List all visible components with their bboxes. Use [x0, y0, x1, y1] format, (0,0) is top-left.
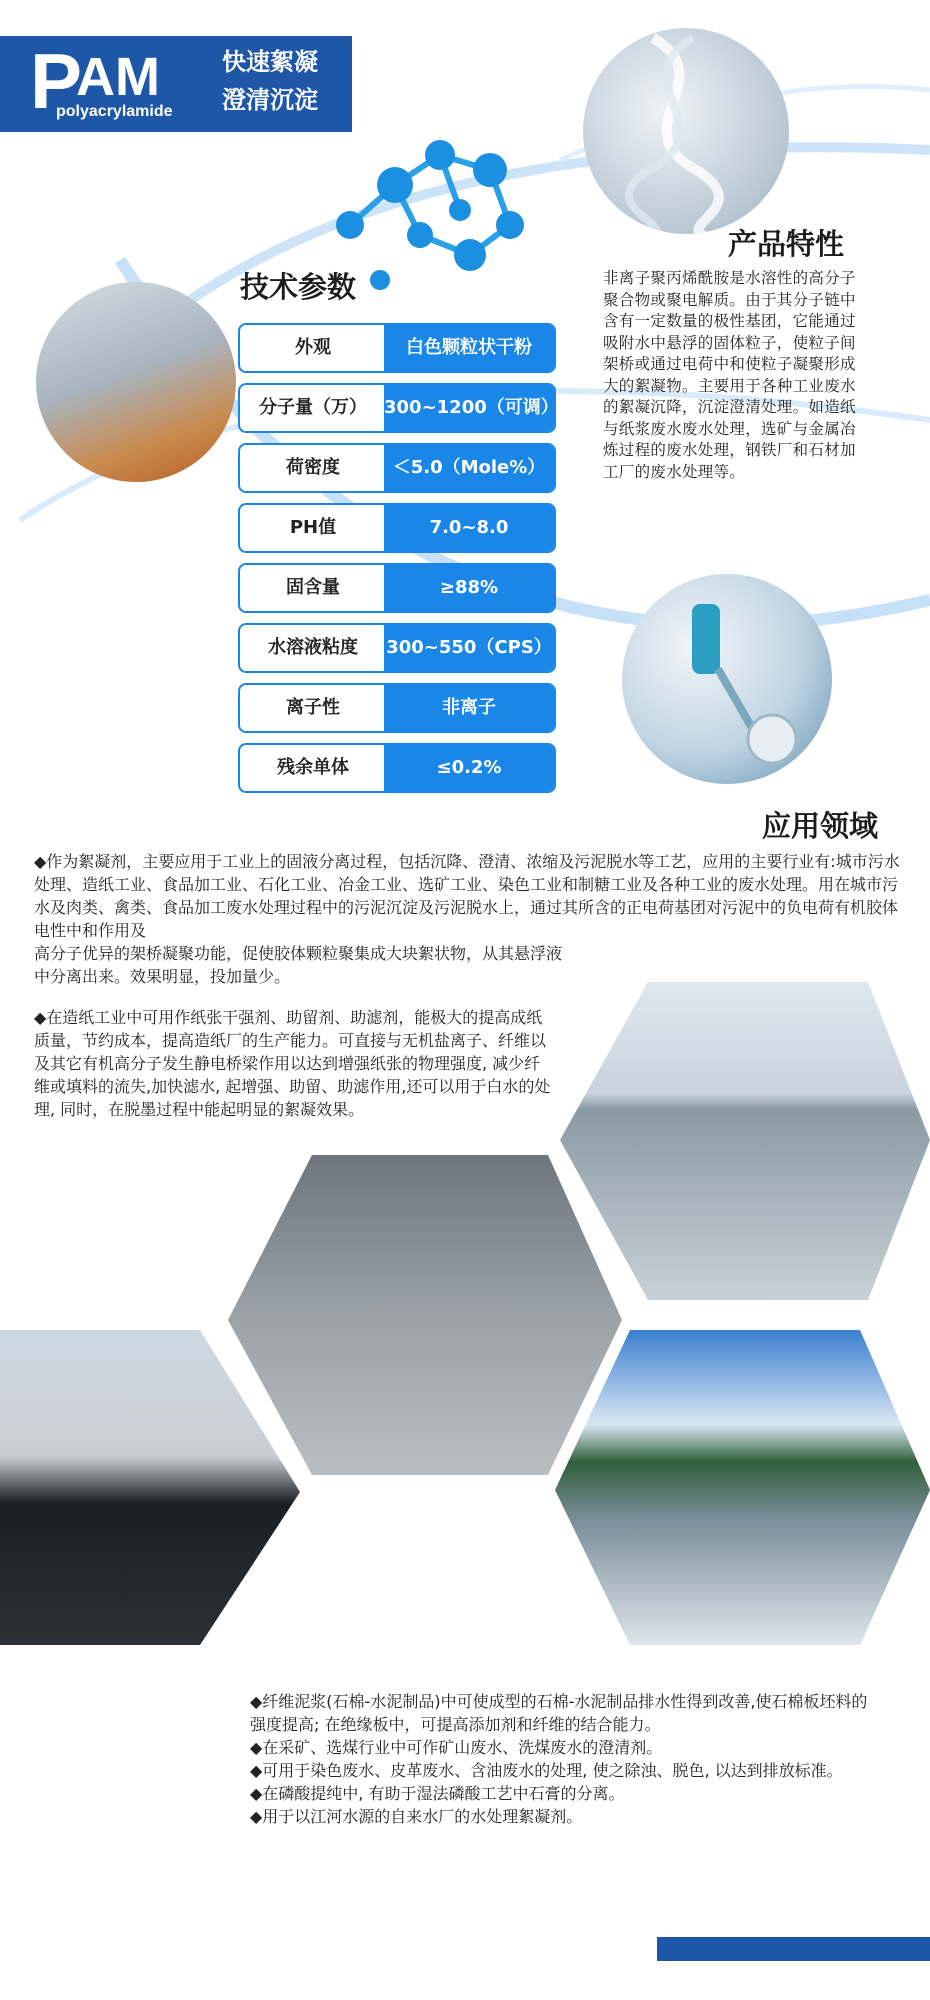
tech-params-title: 技术参数 — [240, 270, 357, 304]
applications-text — [34, 850, 904, 988]
spec-label: 荷密度 — [286, 457, 340, 478]
list-item: ◆纤维泥浆(石棉-水泥制品)中可使成型的石棉-水泥制品排水性得到改善,使石棉板坯料的强度提高; 在绝缘板中，可提高添加剂和纤维的结合能力。 — [250, 1692, 868, 1734]
spec-label: 固含量 — [286, 577, 340, 598]
hexagon-photo-collage — [0, 975, 930, 1655]
product-features-text: 非离子聚丙烯酰胺是水溶性的高分子聚合物或聚电解质。由于其分子链中含有一定数量的极性基团，它能通过吸附水中悬浮的固体粒子，使粒子间架桥或通过电荷中和使粒子凝聚形成大的絮凝物。主要用于各种工业废水的絮凝沉降，沉淀澄清处理。如造纸与纸浆废水废水处理，选矿与金属冶炼过程的废水处理，钢铁厂和石材加工厂的废水处理等。 — [603, 269, 856, 481]
spec-row — [238, 563, 556, 613]
product-features-title: 产品特性 — [728, 227, 845, 261]
spec-row — [238, 623, 556, 673]
application-paragraph-papermaking: ◆在造纸工业中可用作纸张干强剂、助留剂、助滤剂，能极大的提高成纸质量，节约成本，提高造纸厂的生产能力。可直接与无机盐离子、纤维以及其它有机高分子发生静电桥梁作用以达到增强纸张的物理强度, 减少纤维或填料的流失,加快滤水, 起增强、助留、助滤作用,还可以用于白水的处理, 同时，在脱墨过程中能起明显的絮凝效果。 — [34, 1008, 551, 1119]
spec-value: 300~550（CPS） — [384, 625, 554, 671]
lab-beaker-photo — [36, 282, 236, 482]
spec-label: 残余单体 — [277, 757, 349, 778]
application-paragraph-wide: ◆作为絮凝剂，主要应用于工业上的固液分离过程，包括沉降、澄清、浓缩及污泥脱水等工艺，应用的主要行业有:城市污水处理、造纸工业、食品加工业、石化工业、冶金工业、选矿工业、染色工业和制糖工业及各种工业的废水处理。用在城市污水及肉类、禽类、食品加工废水处理过程中的污泥沉淀及污泥脱水上，通过其所含的正电荷基团对污泥中的负电荷有机胶体电性中和作用及 — [34, 852, 900, 940]
spec-row — [238, 503, 556, 553]
pam-logo — [0, 36, 352, 132]
spec-row — [238, 323, 556, 373]
factory-machinery-hexagon — [228, 1155, 622, 1475]
spec-label: 水溶液粘度 — [268, 637, 358, 658]
spec-value: 7.0~8.0 — [384, 505, 554, 551]
treatment-plant-hexagon — [560, 982, 930, 1300]
spec-row — [238, 683, 556, 733]
scientist-photo — [622, 574, 832, 784]
spec-label: 分子量（万） — [259, 397, 367, 418]
list-item: ◆在磷酸提纯中, 有助于湿法磷酸工艺中石膏的分离。 — [250, 1784, 625, 1803]
application-paragraph-narrow: 高分子优异的架桥凝聚功能，促使胶体颗粒聚集成大块絮状物，从其悬浮液中分离出来。效果明显，投加量少。 — [34, 944, 563, 986]
spec-value: 白色颗粒状干粉 — [384, 325, 554, 371]
applications-title: 应用领域 — [762, 809, 879, 843]
spec-value: ≥88% — [384, 565, 554, 611]
spec-label: PH值 — [289, 517, 337, 538]
spec-label: 外观 — [295, 337, 331, 358]
list-item: ◆在采矿、选煤行业中可作矿山废水、洗煤废水的澄清剂。 — [250, 1738, 663, 1757]
spec-value: 非离子 — [384, 685, 554, 731]
pipette-icon — [622, 574, 832, 784]
logo-letter-p: P — [30, 37, 83, 125]
spec-value: ＜5.0（Mole%） — [384, 445, 554, 491]
bottom-application-list — [250, 1690, 870, 1828]
logo-slogan-line2: 澄清沉淀 — [222, 86, 318, 114]
spec-row — [238, 383, 559, 433]
logo-letters-am: AM — [76, 47, 160, 107]
list-item: ◆可用于染色废水、皮革废水、含油废水的处理, 使之除浊、脱色, 以达到排放标准。 — [250, 1761, 843, 1780]
dark-pond-hexagon — [0, 1330, 300, 1645]
spec-row — [238, 443, 556, 493]
list-item: ◆用于以江河水源的自来水厂的水处理絮凝剂。 — [250, 1807, 583, 1826]
footer-accent-bar — [657, 1937, 930, 1961]
logo-slogan-line1: 快速絮凝 — [222, 48, 318, 76]
spec-label: 离子性 — [286, 697, 340, 718]
dna-photo — [583, 28, 789, 234]
spec-row — [238, 743, 556, 793]
dna-helix-icon — [583, 28, 789, 234]
spec-value: 300~1200（可调） — [384, 385, 554, 431]
spec-value: ≤0.2% — [384, 745, 554, 791]
mountain-aeration-hexagon — [555, 1330, 930, 1645]
logo-subtitle: polyacrylamide — [56, 103, 173, 120]
